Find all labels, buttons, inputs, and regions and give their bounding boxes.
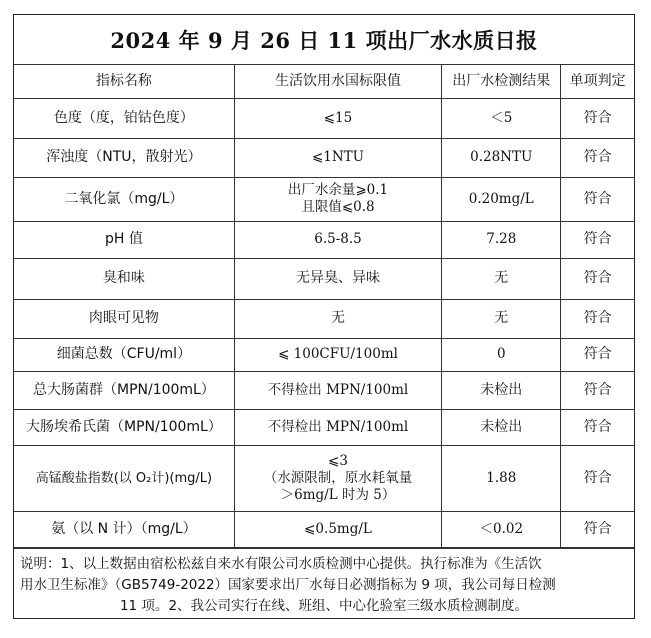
indicator-name: 高锰酸盐指数(以 O₂计)(mg/L)	[14, 445, 234, 511]
limit-line: （水源限制，原水耗氧量	[263, 469, 413, 486]
result-value: 1.88	[442, 445, 561, 511]
indicator-name: pH 值	[14, 221, 234, 258]
result-value: ＜5	[442, 98, 561, 138]
header-indicator-name: 指标名称	[14, 65, 234, 98]
limit-value: ⩽ 100CFU/100ml	[234, 338, 441, 371]
limit-value	[234, 177, 441, 221]
limit-line: 出厂水余量⩾0.1	[287, 182, 389, 198]
verdict-value: 符合	[561, 258, 634, 299]
header-national-limit: 生活饮用水国标限值	[234, 65, 441, 98]
indicator-name: 细菌总数（CFU/ml）	[14, 338, 234, 371]
limit-line: ＞6mg/L 时为 5）	[280, 486, 396, 503]
table-row	[14, 511, 634, 547]
indicator-name: 二氧化氯（mg/L）	[14, 177, 234, 221]
report-note	[14, 548, 634, 618]
table-row	[14, 258, 634, 299]
verdict-value: 符合	[561, 98, 634, 138]
result-value: 未检出	[442, 409, 561, 445]
indicator-name: 浑浊度（NTU，散射光）	[14, 138, 234, 177]
table-row	[14, 445, 634, 511]
result-value: 无	[442, 258, 561, 299]
note-line: 说明：1、以上数据由宿松松兹自来水有限公司水质检测中心提供。执行标准为《生活饮	[20, 555, 542, 572]
water-quality-report	[13, 14, 635, 619]
limit-value: ⩽1NTU	[234, 138, 441, 177]
indicator-name: 肉眼可见物	[14, 299, 234, 338]
indicator-name: 氨（以 N 计）（mg/L）	[14, 511, 234, 547]
verdict-value: 符合	[561, 409, 634, 445]
table-row	[14, 338, 634, 371]
report-title: 2024 年 9 月 26 日 11 项出厂水水质日报	[14, 15, 634, 65]
quality-table	[14, 65, 634, 548]
indicator-name: 大肠埃希氏菌（MPN/100mL）	[14, 409, 234, 445]
verdict-value: 符合	[561, 511, 634, 547]
limit-value: ⩽0.5mg/L	[234, 511, 441, 547]
verdict-value: 符合	[561, 177, 634, 221]
indicator-name: 色度（度，铂钴色度）	[14, 98, 234, 138]
verdict-value: 符合	[561, 138, 634, 177]
header-test-result: 出厂水检测结果	[442, 65, 561, 98]
table-row	[14, 138, 634, 177]
table-row	[14, 177, 634, 221]
verdict-value: 符合	[561, 338, 634, 371]
header-verdict: 单项判定	[561, 65, 634, 98]
limit-line: 且限值⩽0.8	[301, 199, 375, 215]
result-value: 0.20mg/L	[442, 177, 561, 221]
result-value: 7.28	[442, 221, 561, 258]
table-row	[14, 98, 634, 138]
verdict-value: 符合	[561, 221, 634, 258]
table-row	[14, 299, 634, 338]
table-row	[14, 409, 634, 445]
result-value: ＜0.02	[442, 511, 561, 547]
verdict-value: 符合	[561, 299, 634, 338]
limit-value: 无	[234, 299, 441, 338]
note-line: 11 项。2、我公司实行在线、班组、中心化验室三级水质检测制度。	[119, 597, 529, 614]
verdict-value: 符合	[561, 371, 634, 409]
table-header-row	[14, 65, 634, 98]
result-value: 无	[442, 299, 561, 338]
result-value: 0	[442, 338, 561, 371]
indicator-name: 总大肠菌群（MPN/100mL）	[14, 371, 234, 409]
limit-value	[234, 445, 441, 511]
limit-value: 不得检出 MPN/100ml	[234, 409, 441, 445]
result-value: 未检出	[442, 371, 561, 409]
limit-value: 6.5-8.5	[234, 221, 441, 258]
note-line: 用水卫生标准》（GB5749-2022）国家要求出厂水每日必测指标为 9 项，我公司每日检测	[20, 576, 556, 593]
limit-value: ⩽15	[234, 98, 441, 138]
limit-value: 不得检出 MPN/100ml	[234, 371, 441, 409]
table-row	[14, 371, 634, 409]
limit-line: ⩽3	[328, 452, 348, 469]
limit-value: 无异臭、异味	[234, 258, 441, 299]
result-value: 0.28NTU	[442, 138, 561, 177]
indicator-name: 臭和味	[14, 258, 234, 299]
table-row	[14, 221, 634, 258]
verdict-value: 符合	[561, 445, 634, 511]
